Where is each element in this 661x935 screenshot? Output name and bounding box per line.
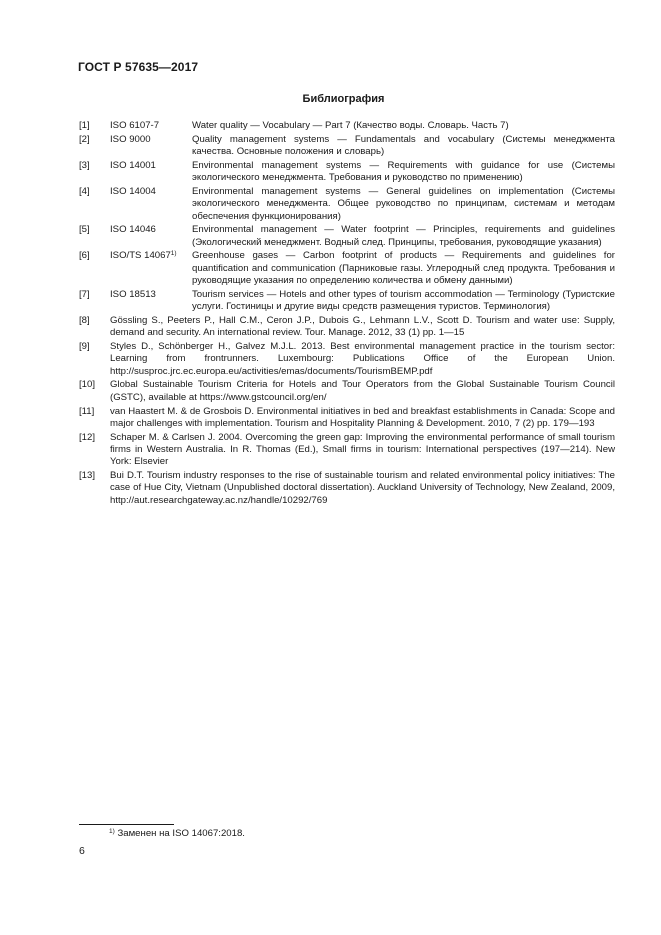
reference-text: Tourism services — Hotels and other types of tourism accommodation — Terminology (Туристские услуги. Гостиницы и другие виды средств размещения туристов. Терминология): [192, 288, 615, 313]
reference-item: [79, 224, 615, 249]
reference-item: [79, 315, 615, 340]
reference-number: [13]: [79, 470, 96, 482]
reference-item: [79, 250, 615, 287]
reference-number: [1]: [79, 120, 90, 131]
footnote-text: Заменен на ISO 14067:2018.: [117, 828, 245, 839]
reference-number: [11]: [79, 405, 95, 417]
reference-item: [79, 341, 615, 378]
reference-text: Water quality — Vocabulary — Part 7 (Качество воды. Словарь. Часть 7): [192, 120, 509, 131]
reference-item: [79, 160, 615, 185]
reference-text: Environmental management systems — General guidelines on implementation (Системы экологического менеджмента. Общее руководство по принципам, системам и методам обеспечения функционирования): [192, 185, 615, 222]
standard-code: ISO 14004: [110, 185, 156, 197]
standard-code: ISO 6107-7: [110, 120, 160, 131]
reference-text: Quality management systems — Fundamentals and vocabulary (Системы менеджмента качества. Основные положения и словарь): [192, 133, 615, 158]
reference-number: [4]: [79, 185, 90, 197]
reference-number: [5]: [79, 224, 90, 236]
reference-text: Environmental management — Water footprint — Principles, requirements and guidelines (Экологический менеджмент. Водный след. Принципы, требования, руководящие указания): [192, 224, 615, 248]
reference-text: Greenhouse gases — Carbon footprint of products — Requirements and guidelines for quantification and communication (Парниковые газы. Углеродный след продукта. Требования и руководящие указания по определению количества и обмену данными): [192, 250, 615, 287]
standard-code: ISO 14046: [110, 224, 156, 236]
reference-number: [6]: [79, 250, 90, 262]
reference-text: Bui D.T. Tourism industry responses to the rise of sustainable tourism and related environmental policy initiatives: The case of Hue City, Vietnam (Unpublished doctoral dissertation). Auckland University of Technology, New Zealand, 2009, http://aut.researchgateway.ac.nz/handle/10292/769: [110, 470, 615, 506]
reference-item: [79, 379, 615, 404]
reference-item: [79, 186, 615, 223]
reference-number: [3]: [79, 159, 90, 171]
reference-number: [2]: [79, 133, 90, 145]
standard-code: ISO 9000: [110, 133, 151, 145]
reference-item: [79, 432, 615, 469]
footnote-marker: 1): [170, 250, 177, 258]
standard-code: ISO 14001: [110, 159, 156, 171]
reference-text: Styles D., Schönberger H., Galvez M.J.L. 2013. Best environmental management practice in the tourism sector: Learning from frontrunners. Luxembourg: Publications Office of the European Union. http://susproc.jrc.ec.europa.eu/activities/emas/documents/TourismBEMP.pdf: [110, 341, 615, 377]
document-code-header: ГОСТ Р 57635—2017: [78, 60, 199, 74]
standard-code-text: ISO/TS 14067: [110, 250, 171, 262]
bibliography-title: Библиография: [302, 93, 385, 105]
reference-number: [8]: [79, 314, 90, 326]
reference-text: Gössling S., Peeters P., Hall C.M., Ceron J.P., Dubois G., Lehmann L.V., Scott D. Tourism and water use: Supply, demand and security. An international review. Tour. Manage. 2012, 33 (1) pp. 1—15: [110, 314, 615, 339]
reference-item: [79, 470, 615, 507]
reference-list: [79, 120, 615, 508]
reference-number: [9]: [79, 341, 90, 353]
reference-number: [10]: [79, 379, 96, 391]
page-number: 6: [79, 845, 85, 857]
footnote-divider: [79, 824, 174, 825]
standard-code: ISO 18513: [110, 288, 156, 300]
reference-text: Schaper M. & Carlsen J. 2004. Overcoming the green gap: Improving the environmental performance of small tourism firms in Western Australia. In R. Thomas (Ed.), Small firms in tourism: International perspectives (197—214). New York: Elsevier: [110, 431, 615, 468]
reference-item: [79, 406, 615, 431]
reference-item: [79, 134, 615, 159]
reference-text: Environmental management systems — Requirements with guidance for use (Системы экологического менеджмента. Требования и руководство по применению): [192, 159, 615, 184]
standard-code: [110, 250, 177, 262]
reference-text: Global Sustainable Tourism Criteria for Hotels and Tour Operators from the Global Sustainable Tourism Council (GSTC), available at https://www.gstcouncil.org/en/: [110, 379, 615, 403]
reference-number: [12]: [79, 431, 96, 443]
footnote-marker: 1): [109, 828, 115, 835]
reference-item: [79, 289, 615, 314]
footnote: [109, 828, 245, 839]
reference-item: [79, 120, 615, 132]
reference-text: van Haastert M. & de Grosbois D. Environmental initiatives in bed and breakfast establishments in Canada: Scope and major challenges with implementation. Tourism and Hospitality Planning & Development. 2010, 7 (2) pp. 179—193: [110, 405, 615, 429]
reference-number: [7]: [79, 288, 90, 300]
